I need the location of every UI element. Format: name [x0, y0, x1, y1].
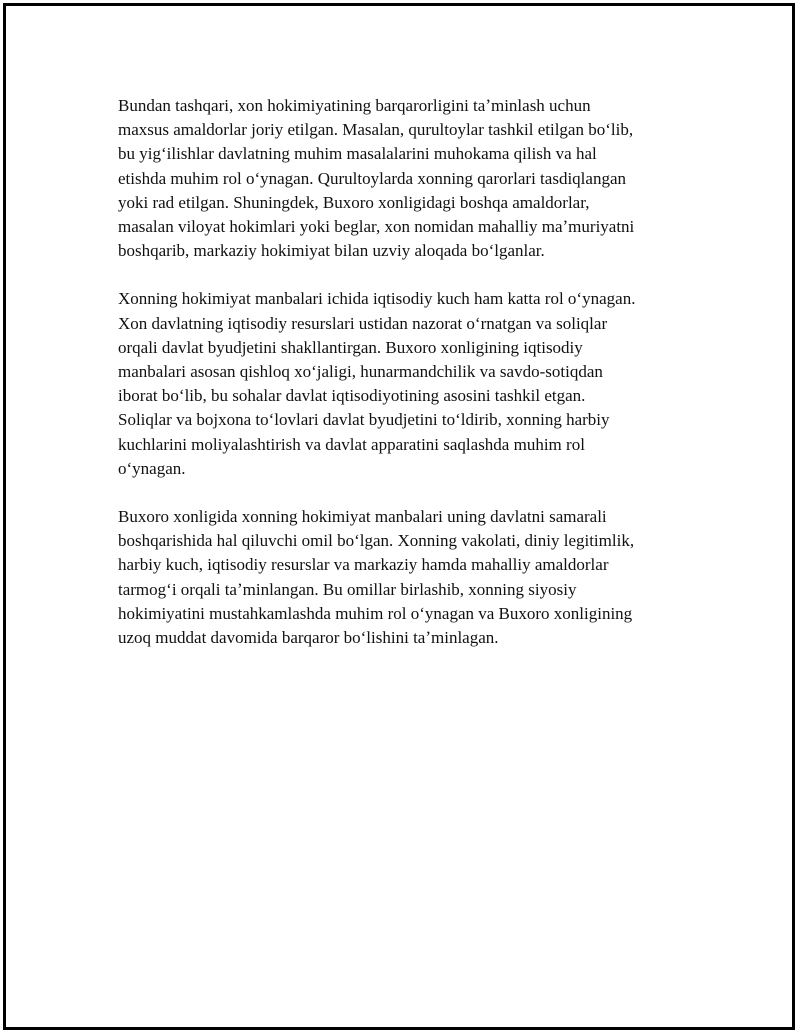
text-line: tarmogʻi orqali taʼminlangan. Bu omillar birlashib, xonning siyosiy	[118, 579, 577, 599]
text-line: maxsus amaldorlar joriy etilgan. Masalan, qurultoylar tashkil etilgan boʻlib,	[118, 120, 634, 140]
text-line: iborat boʻlib, bu sohalar davlat iqtisodiyotining asosini tashkil etgan.	[118, 386, 586, 406]
text-line: Buxoro xonligida xonning hokimiyat manbalari uning davlatni samarali	[118, 507, 607, 527]
text-line: Bundan tashqari, xon hokimiyatining barqarorligini taʼminlash uchun	[118, 96, 591, 115]
document-body	[118, 94, 690, 674]
text-line: bu yigʻilishlar davlatning muhim masalalarini muhokama qilish va hal	[118, 144, 597, 164]
paragraph-1	[118, 94, 690, 263]
text-line: boshqarib, markaziy hokimiyat bilan uzviy aloqada boʻlganlar.	[118, 241, 545, 261]
text-line: Soliqlar va bojxona toʻlovlari davlat byudjetini toʻldirib, xonning harbiy	[118, 410, 610, 430]
text-line: boshqarishida hal qiluvchi omil boʻlgan. Xonning vakolati, diniy legitimlik,	[118, 531, 635, 551]
text-line: yoki rad etilgan. Shuningdek, Buxoro xonligidagi boshqa amaldorlar,	[118, 192, 590, 212]
text-line: Xon davlatning iqtisodiy resurslari ustidan nazorat oʻrnatgan va soliqlar	[118, 313, 608, 333]
text-line: manbalari asosan qishloq xoʻjaligi, hunarmandchilik va savdo-sotiqdan	[118, 362, 603, 382]
text-line: Xonning hokimiyat manbalari ichida iqtisodiy kuch ham katta rol oʻynagan.	[118, 289, 636, 309]
paragraph-2	[118, 287, 690, 481]
text-line: hokimiyatini mustahkamlashda muhim rol oʻynagan va Buxoro xonligining	[118, 603, 633, 623]
text-line: harbiy kuch, iqtisodiy resurslar va markaziy hamda mahalliy amaldorlar	[118, 555, 609, 575]
text-line: uzoq muddat davomida barqaror boʻlishini taʼminlagan.	[118, 628, 499, 648]
text-line: etishda muhim rol oʻynagan. Qurultoylarda xonning qarorlari tasdiqlangan	[118, 168, 626, 188]
paragraph-3	[118, 505, 690, 650]
text-line: oʻynagan.	[118, 458, 186, 478]
text-line: kuchlarini moliyalashtirish va davlat apparatini saqlashda muhim rol	[118, 434, 585, 454]
text-line: orqali davlat byudjetini shakllantirgan. Buxoro xonligining iqtisodiy	[118, 337, 583, 357]
text-line: masalan viloyat hokimlari yoki beglar, xon nomidan mahalliy maʼmuriyatni	[118, 217, 635, 237]
